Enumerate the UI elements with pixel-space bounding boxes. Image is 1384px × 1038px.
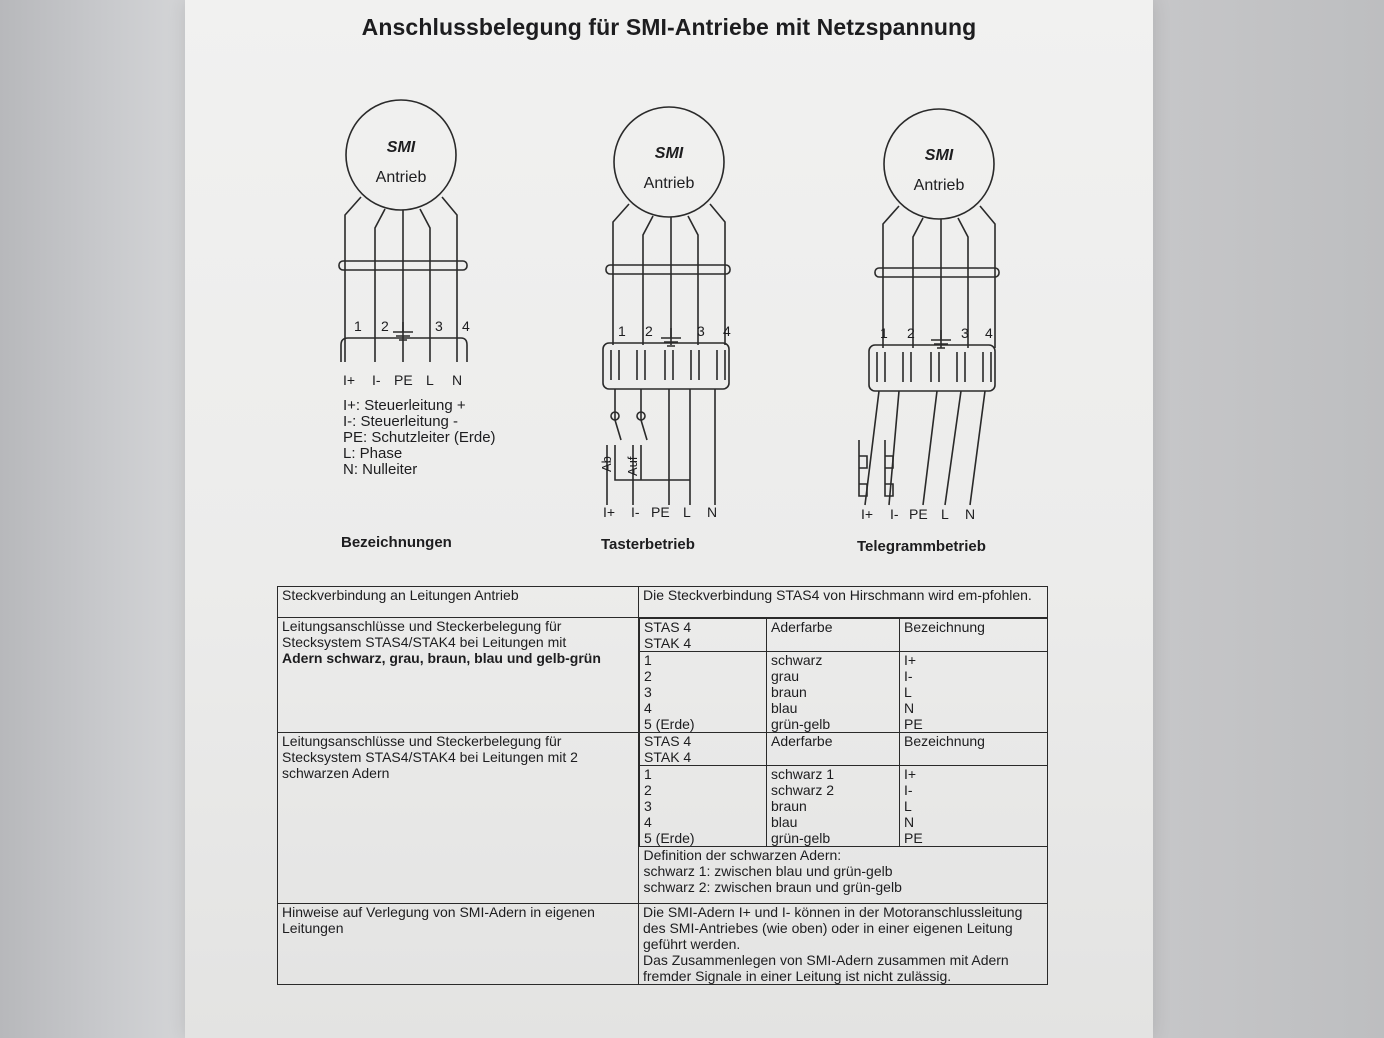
terminal-2: 2 [907, 325, 915, 341]
table-row [278, 904, 1048, 985]
document-page [185, 0, 1153, 1038]
terminal-4: 4 [462, 318, 470, 334]
terminal-3: 3 [961, 325, 969, 341]
cell-text: Leitungsanschlüsse und Steckerbelegung für [282, 618, 562, 634]
signal-label: N [452, 372, 463, 388]
table-row [278, 618, 1048, 733]
signal-label: I- [372, 372, 381, 388]
terminal-3: 3 [435, 318, 443, 334]
definition-cell: Definition der schwarzen Adern: schwarz 1: zwischen blau und grün-gelb schwarz 2: zwischen braun und grün-gelb [640, 847, 1048, 904]
legend-item: I-: Steuerleitung - [343, 413, 459, 430]
caption-tasterbetrieb: Tasterbetrieb [601, 536, 695, 553]
signal-label: N [707, 504, 718, 520]
header-cell: Bezeichnung [900, 619, 1048, 652]
motor-label-3: Antrieb [913, 177, 965, 194]
terminal-1: 1 [618, 323, 626, 339]
signal-label: L [941, 506, 949, 522]
legend-item: L: Phase [343, 445, 403, 462]
table-row [278, 587, 1048, 618]
table-row [278, 732, 1048, 904]
table-cell: Die SMI-Adern I+ und I- können in der Motoranschlussleitung des SMI-Antriebes (wie oben) oder in einer eigenen Leitung geführt werden. Das Zusammenlegen von SMI-Adern zusammen mit Adern fremder Signale in einer Leitung ist nicht zulässig. [639, 904, 1048, 985]
header-cell: STAS 4 STAK 4 [640, 733, 767, 766]
terminal-1: 1 [354, 318, 362, 334]
terminal-2: 2 [381, 318, 389, 334]
color-cell: schwarz grau braun blau grün-gelb [767, 652, 900, 733]
cell-text-bold: Adern schwarz, grau, braun, blau und gelb-grün [282, 650, 601, 666]
table-cell [639, 618, 1048, 733]
table-cell: Die Steckverbindung STAS4 von Hirschmann wird em-pfohlen. [639, 587, 1048, 618]
signal-legend [343, 398, 496, 478]
header-cell: Aderfarbe [767, 619, 900, 652]
switch-label-auf: Auf [625, 456, 640, 476]
connection-table [277, 586, 1048, 985]
caption-bezeichnungen: Bezeichnungen [341, 534, 452, 551]
signal-label: I+ [343, 372, 356, 388]
pin-cell: 1 2 3 4 5 (Erde) [640, 766, 767, 847]
legend-item: N: Nulleiter [343, 461, 418, 478]
table-cell [278, 618, 639, 733]
signal-label: I- [631, 504, 640, 520]
legend-item: PE: Schutzleiter (Erde) [343, 429, 496, 446]
pin-cell: 1 2 3 4 5 (Erde) [640, 652, 767, 733]
page-title: Anschlussbelegung für SMI-Antriebe mit Netzspannung [361, 14, 977, 40]
signal-label: I+ [603, 504, 616, 520]
motor-label-1: Antrieb [375, 169, 427, 186]
name-cell: I+ I- L N PE [900, 652, 1048, 733]
table-cell [639, 732, 1048, 904]
table-cell: Steckverbindung an Leitungen Antrieb [278, 587, 639, 618]
signal-label: PE [394, 372, 413, 388]
header-cell: STAS 4 STAK 4 [640, 619, 767, 652]
cell-text: Stecksystem STAS4/STAK4 bei Leitungen mit [282, 634, 567, 650]
signal-label: PE [651, 504, 670, 520]
signal-label: PE [909, 506, 928, 522]
signal-label: I+ [861, 506, 874, 522]
header-cell: Bezeichnung [900, 733, 1048, 766]
signal-label: L [426, 372, 434, 388]
name-cell: I+ I- L N PE [900, 766, 1048, 847]
motor-circle-3 [884, 109, 994, 219]
header-cell: Aderfarbe [767, 733, 900, 766]
terminal-1: 1 [880, 325, 888, 341]
legend-item: I+: Steuerleitung + [343, 397, 466, 414]
motor-label-2: Antrieb [643, 175, 695, 192]
table-cell: Leitungsanschlüsse und Steckerbelegung für Stecksystem STAS4/STAK4 bei Leitungen mit 2 schwarzen Adern [278, 732, 639, 904]
terminal-4: 4 [985, 325, 993, 341]
wiring-diagrams [185, 0, 1153, 580]
caption-telegrammbetrieb: Telegrammbetrieb [857, 538, 986, 555]
signal-label: L [683, 504, 691, 520]
color-cell: schwarz 1 schwarz 2 braun blau grün-gelb [767, 766, 900, 847]
signal-label: N [965, 506, 976, 522]
smi-logo-3: SMI [924, 147, 954, 164]
smi-logo-1: SMI [386, 139, 416, 156]
switch-label-ab: Ab [599, 456, 614, 472]
smi-logo-2: SMI [654, 145, 684, 162]
signal-label: I- [890, 506, 899, 522]
terminal-2: 2 [645, 323, 653, 339]
terminal-4: 4 [723, 323, 731, 339]
table-cell: Hinweise auf Verlegung von SMI-Adern in eigenen Leitungen [278, 904, 639, 985]
terminal-3: 3 [697, 323, 705, 339]
motor-circle-2 [614, 107, 724, 217]
